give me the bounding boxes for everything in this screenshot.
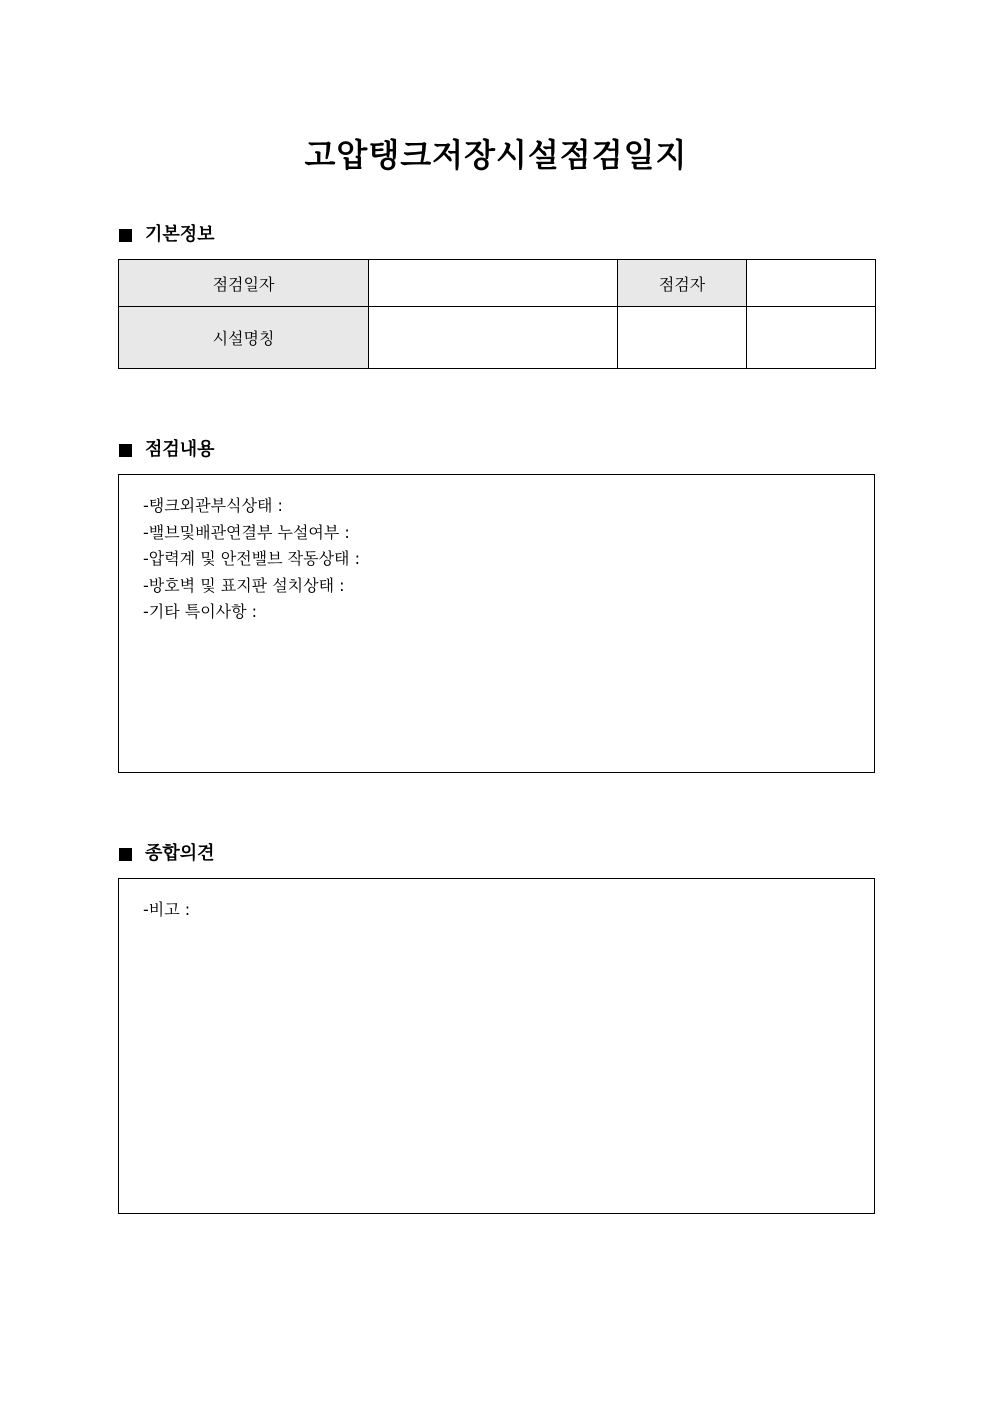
- list-item: -기타 특이사항 :: [143, 602, 258, 622]
- inspection-checklist: [119, 475, 874, 626]
- basic-info-heading: [119, 222, 215, 248]
- table-row: [119, 260, 876, 307]
- list-item: -밸브및배관연결부 누설여부 :: [143, 522, 350, 542]
- table-row: [119, 307, 876, 369]
- inspector-label: 점검자: [618, 260, 747, 307]
- basic-info-table: [118, 259, 876, 369]
- list-item: -압력계 및 안전밸브 작동상태 :: [143, 549, 360, 569]
- square-bullet-icon: [119, 848, 132, 861]
- square-bullet-icon: [119, 229, 132, 242]
- opinion-content-box[interactable]: [118, 878, 875, 1214]
- basic-info-heading-text: 기본정보: [145, 224, 215, 245]
- opinion-heading-text: 종합의견: [145, 843, 215, 864]
- opinion-lines: [119, 879, 874, 924]
- opinion-heading: [119, 841, 215, 867]
- blank-cell[interactable]: [747, 307, 876, 369]
- inspection-content-box[interactable]: [118, 474, 875, 773]
- facility-name-field[interactable]: [369, 307, 618, 369]
- inspection-heading: [119, 437, 215, 463]
- list-item: -비고 :: [143, 900, 191, 919]
- document-title: 고압탱크저장시설점검일지: [304, 136, 688, 174]
- inspection-date-label: 점검일자: [119, 260, 369, 307]
- inspection-date-field[interactable]: [369, 260, 618, 307]
- list-item: -방호벽 및 표지판 설치상태 :: [143, 575, 345, 595]
- blank-cell[interactable]: [618, 307, 747, 369]
- inspection-heading-text: 점검내용: [145, 439, 215, 460]
- facility-name-label: 시설명칭: [119, 307, 369, 369]
- inspector-field[interactable]: [747, 260, 876, 307]
- list-item: -탱크외관부식상태 :: [143, 496, 283, 515]
- square-bullet-icon: [119, 444, 132, 457]
